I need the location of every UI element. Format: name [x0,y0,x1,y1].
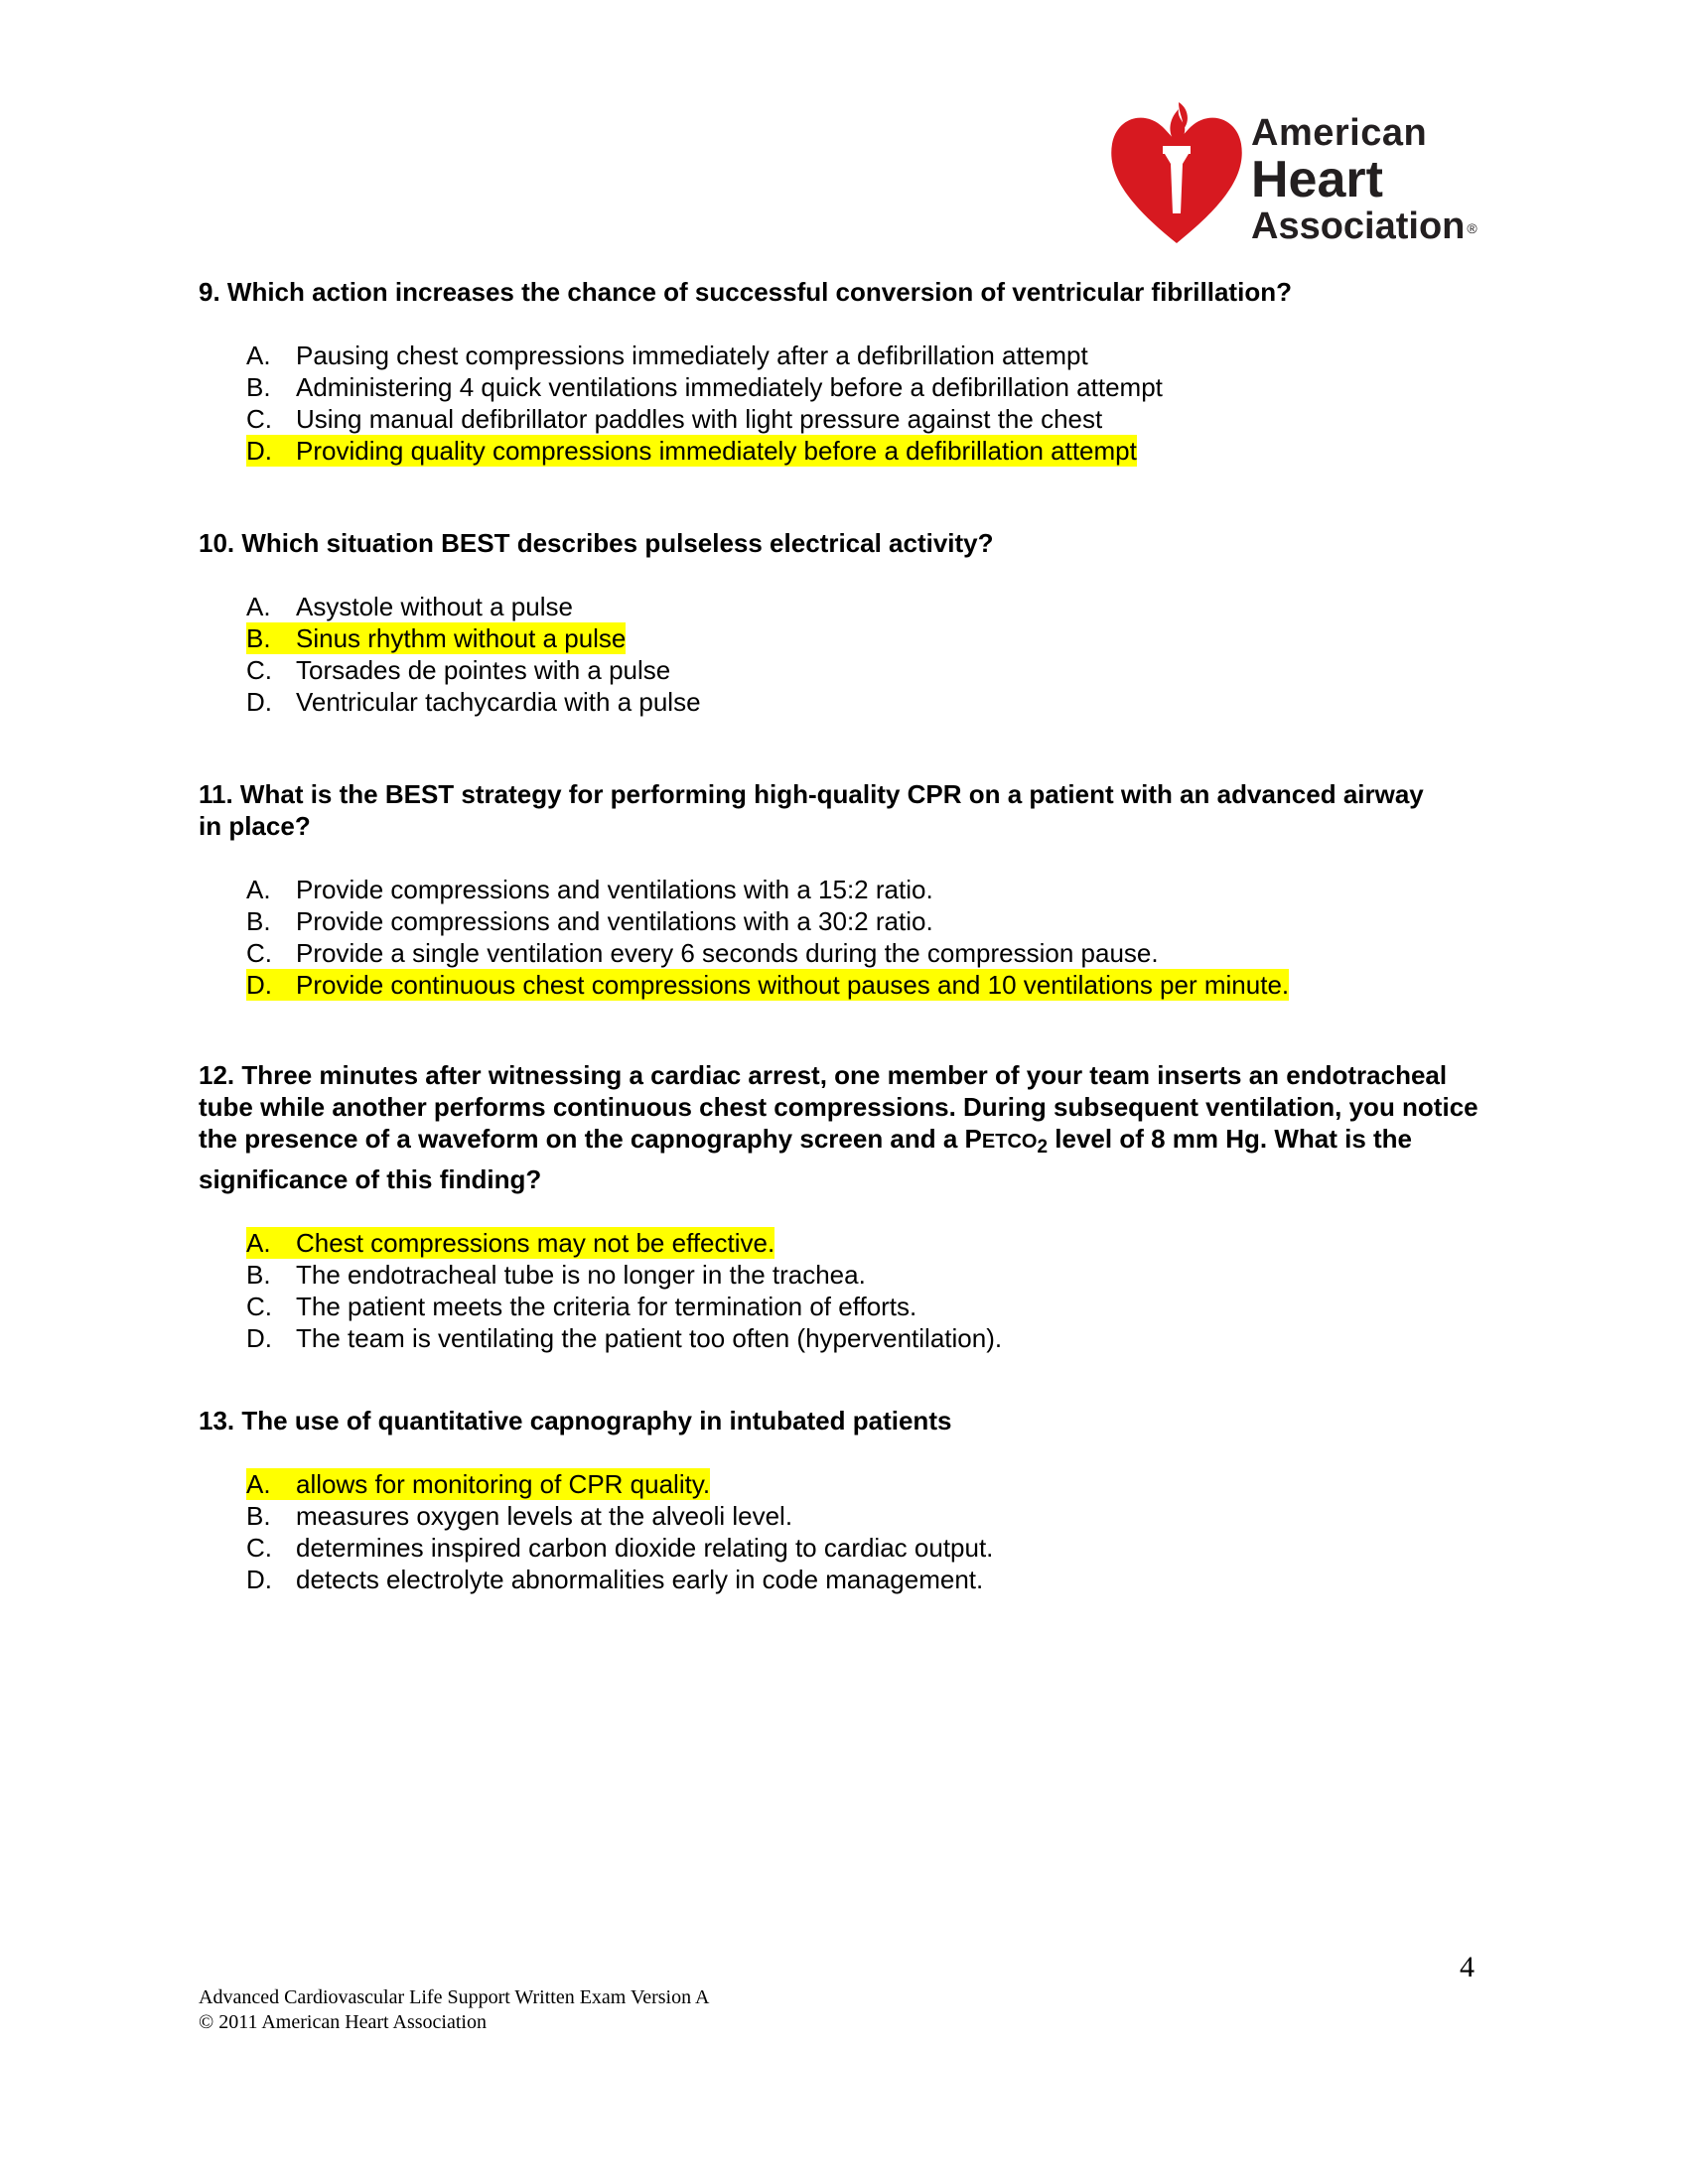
aha-logo [1107,94,1494,253]
option-text: The endotracheal tube is no longer in the trachea. [296,1260,866,1290]
option-b [199,905,1440,937]
option-text: The patient meets the criteria for termination of efforts. [296,1292,917,1321]
option-letter: B. [246,1501,271,1531]
answer-highlight [246,969,1289,1001]
question-stem: 13. The use of quantitative capnography in intubated patients [199,1406,952,1435]
option-text: Torsades de pointes with a pulse [296,655,671,685]
question-13 [199,1405,1489,1595]
logo-line-association: Association ® [1251,205,1477,247]
answer-options [199,874,1440,1001]
option-text: Chest compressions may not be effective. [296,1228,775,1258]
option-letter: B. [246,623,271,653]
option-text: Pausing chest compressions immediately after a defibrillation attempt [296,341,1088,370]
option-a [199,874,1440,905]
question-12 [199,1059,1479,1354]
option-text: detects electrolyte abnormalities early in code management. [296,1565,984,1594]
option-letter: C. [246,1533,272,1563]
footer-copyright: © 2011 American Heart Association [199,2011,487,2033]
option-c [199,654,1489,686]
option-letter: A. [246,1469,271,1499]
page-number: 4 [1460,1951,1475,1983]
option-d [199,1322,1479,1354]
option-letter: D. [246,1323,272,1353]
option-text: Provide compressions and ventilations with a 30:2 ratio. [296,906,933,936]
option-c [199,403,1489,435]
option-letter: D. [246,1565,272,1594]
option-text: Ventricular tachycardia with a pulse [296,687,701,717]
option-text: Providing quality compressions immediately before a defibrillation attempt [296,436,1137,466]
option-letter: A. [246,341,271,370]
option-c [199,1291,1479,1322]
option-letter: A. [246,1228,271,1258]
option-letter: D. [246,970,272,1000]
option-text: determines inspired carbon dioxide relating to cardiac output. [296,1533,994,1563]
answer-highlight [246,1468,710,1500]
option-b-correct [199,622,1489,654]
logo-line-american: American [1251,112,1428,154]
answer-highlight [246,622,626,654]
option-text: Provide compressions and ventilations with a 15:2 ratio. [296,875,933,904]
option-text: Provide continuous chest compressions without pauses and 10 ventilations per minute. [296,970,1290,1000]
footer-exam-title: Advanced Cardiovascular Life Support Written Exam Version A [199,1986,710,2008]
option-text: Provide a single ventilation every 6 seconds during the compression pause. [296,938,1159,968]
option-d [199,1564,1489,1595]
footer [199,1985,709,2035]
answer-options [199,591,1489,718]
heart-torch-icon [1107,94,1246,253]
option-a-correct [199,1468,1489,1500]
logo-line-heart: Heart [1251,151,1383,208]
option-letter: C. [246,655,272,685]
option-text: The team is ventilating the patient too often (hyperventilation). [296,1323,1003,1353]
option-letter: B. [246,1260,271,1290]
answer-options [199,1468,1489,1595]
option-b [199,1500,1489,1532]
option-text: measures oxygen levels at the alveoli level. [296,1501,793,1531]
logo-wordmark [1251,114,1477,245]
answer-highlight [246,1227,774,1259]
option-d [199,686,1489,718]
option-text: Administering 4 quick ventilations immediately before a defibrillation attempt [296,372,1163,402]
answer-options [199,340,1489,467]
option-letter: D. [246,436,272,466]
question-stem: 9. Which action increases the chance of successful conversion of ventricular fibrillation? [199,277,1292,307]
answer-highlight [246,435,1137,467]
option-a [199,340,1489,371]
question-stem: 10. Which situation BEST describes pulseless electrical activity? [199,528,994,558]
question-9 [199,276,1489,467]
option-letter: C. [246,938,272,968]
option-text: Sinus rhythm without a pulse [296,623,627,653]
question-11 [199,778,1440,1001]
option-letter: D. [246,687,272,717]
option-a-correct [199,1227,1479,1259]
option-text: allows for monitoring of CPR quality. [296,1469,711,1499]
option-a [199,591,1489,622]
answer-options [199,1227,1479,1354]
option-d-correct [199,969,1440,1001]
option-text: Using manual defibrillator paddles with light pressure against the chest [296,404,1103,434]
option-d-correct [199,435,1489,467]
option-letter: A. [246,875,271,904]
option-text: Asystole without a pulse [296,592,573,621]
option-letter: C. [246,404,272,434]
question-10 [199,527,1489,718]
registered-mark: ® [1467,219,1477,236]
option-c [199,1532,1489,1564]
option-letter: A. [246,592,271,621]
option-letter: B. [246,372,271,402]
option-b [199,371,1489,403]
option-letter: C. [246,1292,272,1321]
question-stem: 11. What is the BEST strategy for performing high-quality CPR on a patient with an advanced airway in place? [199,779,1424,841]
option-b [199,1259,1479,1291]
question-stem: 12. Three minutes after witnessing a cardiac arrest, one member of your team inserts an endotracheal tube while another performs continuous chest compressions. During subsequent ventilation, you notice the presence of a waveform on the capnography screen and a $PETCO_2$ level of 8 mm Hg. What is the significance of this finding? [199,1060,1478,1194]
option-c [199,937,1440,969]
option-letter: B. [246,906,271,936]
